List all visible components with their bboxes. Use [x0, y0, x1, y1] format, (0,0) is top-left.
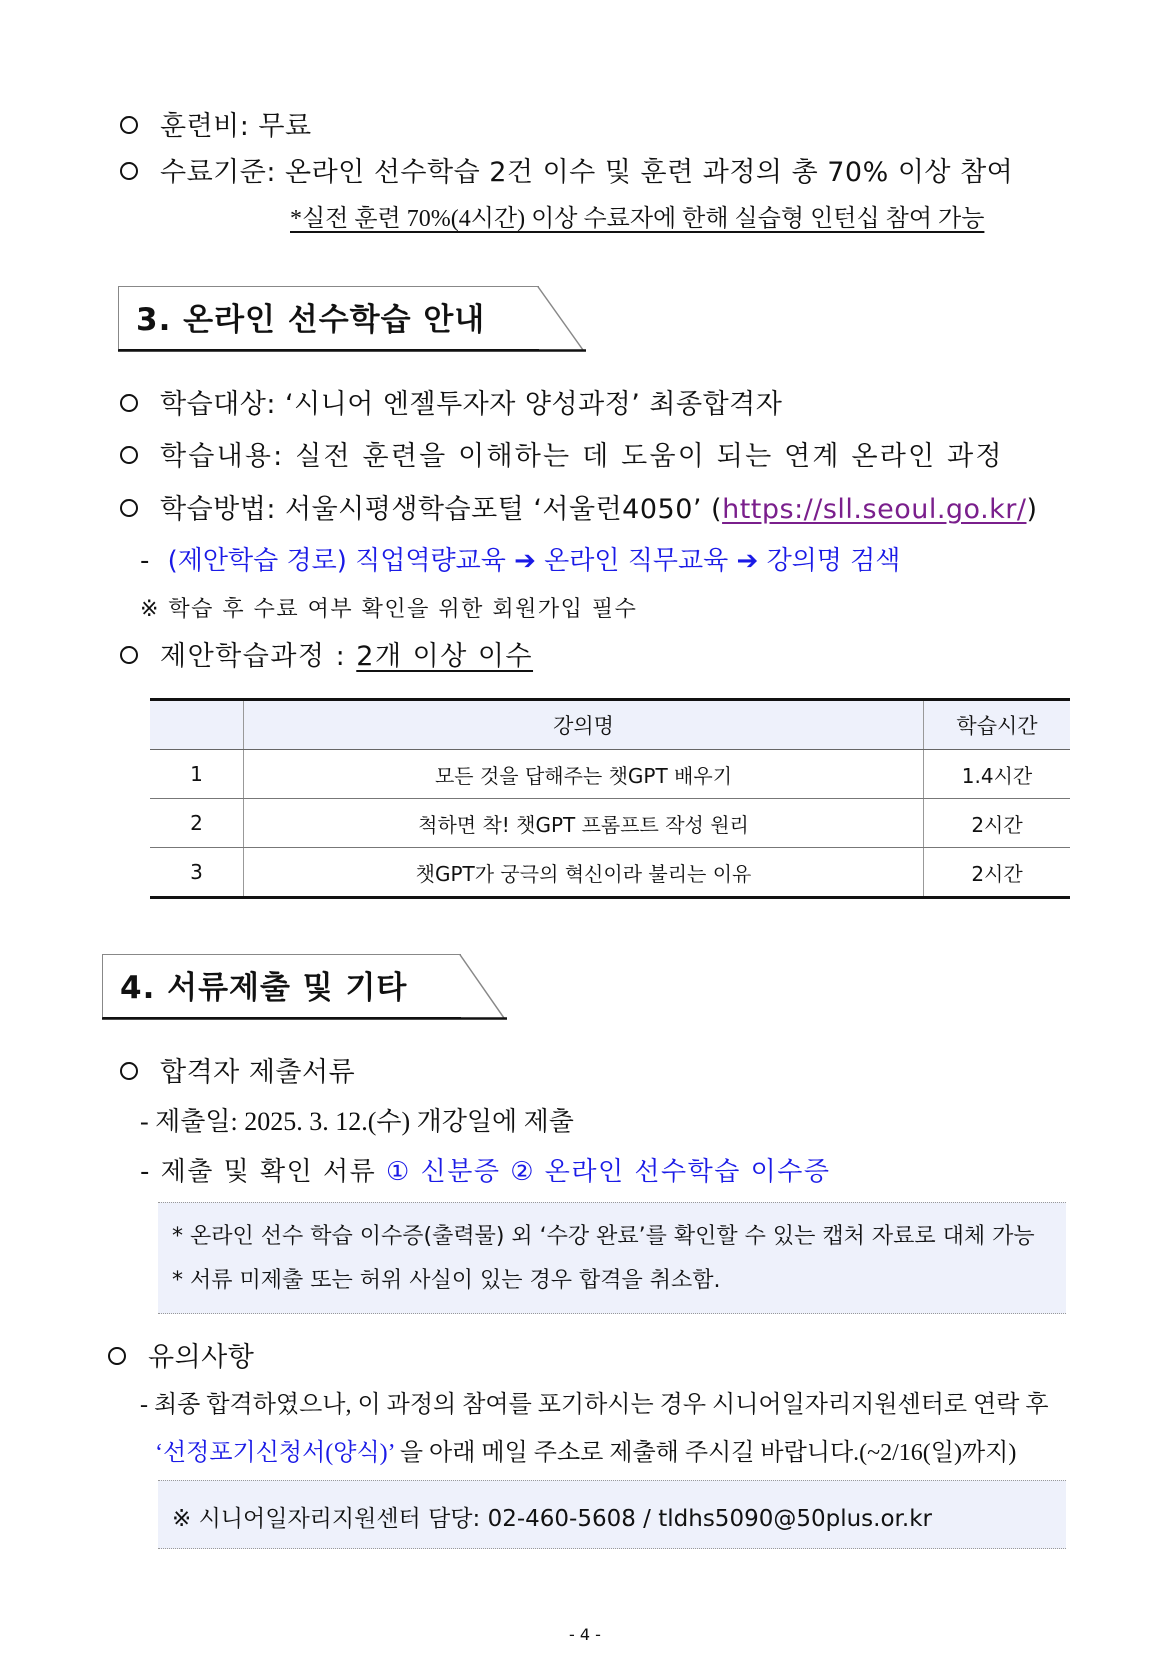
row-hours: 2시간	[924, 848, 1071, 898]
completion-item	[120, 150, 1013, 189]
withdrawal-form-name: ‘선정포기신청서(양식)’	[155, 1440, 395, 1466]
row-no: 1	[150, 750, 244, 799]
content-text: 학습내용: 실전 훈련을 이해하는 데 도움이 되는 연계 온라인 과정	[160, 441, 1004, 472]
docs-note-2: * 서류 미제출 또는 허위 사실이 있는 경우 합격을 취소함.	[172, 1268, 721, 1293]
target-text: 학습대상: ‘시니어 엔젤투자자 양성과정’ 최종합격자	[160, 389, 783, 420]
row-no: 2	[150, 799, 244, 848]
circle-bullet-icon	[120, 1062, 138, 1080]
target-item	[120, 382, 782, 421]
caution-line-2	[155, 1432, 1016, 1467]
docs-note-1: * 온라인 선수 학습 이수증(출력물) 외 ‘수강 완료’를 확인할 수 있는 캡처 자료로 대체 가능	[172, 1224, 1035, 1249]
circle-bullet-icon	[120, 162, 138, 180]
course-table	[150, 698, 1070, 899]
method-suffix: )	[1026, 494, 1038, 525]
row-hours: 1.4시간	[924, 750, 1071, 799]
contact-box	[158, 1480, 1066, 1549]
circle-bullet-icon	[120, 394, 138, 412]
docs-list: ① 신분증 ② 온라인 선수학습 이수증	[386, 1157, 831, 1187]
path-item	[140, 540, 900, 577]
suggested-course-item	[120, 634, 533, 673]
section3-title: 3. 온라인 선수학습 안내	[136, 302, 486, 338]
header-title: 강의명	[244, 700, 924, 750]
circle-bullet-icon	[120, 646, 138, 664]
page-number: - 4 -	[569, 1625, 601, 1644]
circle-bullet-icon	[120, 116, 138, 134]
completion-text: 수료기준: 온라인 선수학습 2건 이수 및 훈련 과정의 총 70% 이상 참여	[160, 157, 1014, 188]
fee-text: 훈련비: 무료	[160, 111, 312, 142]
seoul-learn-link[interactable]: https://sll.seoul.go.kr/	[722, 494, 1027, 525]
method-text: 학습방법: 서울시평생학습포털 ‘서울런4050’ (	[160, 494, 723, 525]
header-no	[150, 700, 244, 750]
contact-text: ※ 시니어일자리지원센터 담당: 02-460-5608 / tldhs5090@50plus.or.kr	[172, 1506, 932, 1532]
method-item	[120, 487, 1038, 526]
docs-label: 합격자 제출서류	[160, 1057, 356, 1088]
docs-prefix: - 제출 및 확인 서류	[140, 1157, 387, 1187]
suggested-label: 제안학습과정 :	[160, 641, 357, 672]
section4-title: 4. 서류제출 및 기타	[120, 970, 408, 1006]
docs-list-item	[140, 1151, 830, 1188]
signup-note: ※ 학습 후 수료 여부 확인을 위한 회원가입 필수	[140, 597, 638, 622]
table-row	[150, 848, 1070, 898]
learning-path-text: (제안학습 경로) 직업역량교육 ➔ 온라인 직무교육 ➔ 강의명 검색	[167, 546, 901, 576]
dash: -	[140, 546, 150, 576]
suggested-value: 2개 이상 이수	[356, 641, 534, 672]
row-title: 챗GPT가 궁극의 혁신이라 불리는 이유	[244, 848, 924, 898]
fee-item	[120, 104, 312, 143]
section4-header	[102, 954, 507, 1020]
row-hours: 2시간	[924, 799, 1071, 848]
table-row	[150, 799, 1070, 848]
section3-header	[118, 286, 588, 352]
circle-bullet-icon	[120, 499, 138, 517]
completion-note: *실전 훈련 70%(4시간) 이상 수료자에 한해 실습형 인턴십 참여 가능	[290, 206, 985, 232]
row-title: 척하면 착! 챗GPT 프롬프트 작성 원리	[244, 799, 924, 848]
submit-date: - 제출일: 2025. 3. 12.(수) 개강일에 제출	[140, 1107, 574, 1136]
row-no: 3	[150, 848, 244, 898]
table-row	[150, 750, 1070, 799]
header-hours: 학습시간	[924, 700, 1071, 750]
docs-notes-box	[158, 1202, 1066, 1314]
caution-line-1: - 최종 합격하였으나, 이 과정의 참여를 포기하시는 경우 시니어일자리지원센터로 연락 후	[140, 1392, 1049, 1418]
circle-bullet-icon	[108, 1347, 126, 1365]
circle-bullet-icon	[120, 446, 138, 464]
row-title: 모든 것을 답해주는 챗GPT 배우기	[244, 750, 924, 799]
caution-item	[108, 1335, 254, 1374]
caution-line-2-text: 을 아래 메일 주소로 제출해 주시길 바랍니다.(~2/16(일)까지)	[394, 1440, 1017, 1466]
docs-item	[120, 1050, 355, 1089]
table-header-row	[150, 700, 1070, 750]
caution-label: 유의사항	[148, 1342, 255, 1373]
content-item	[120, 434, 1004, 473]
